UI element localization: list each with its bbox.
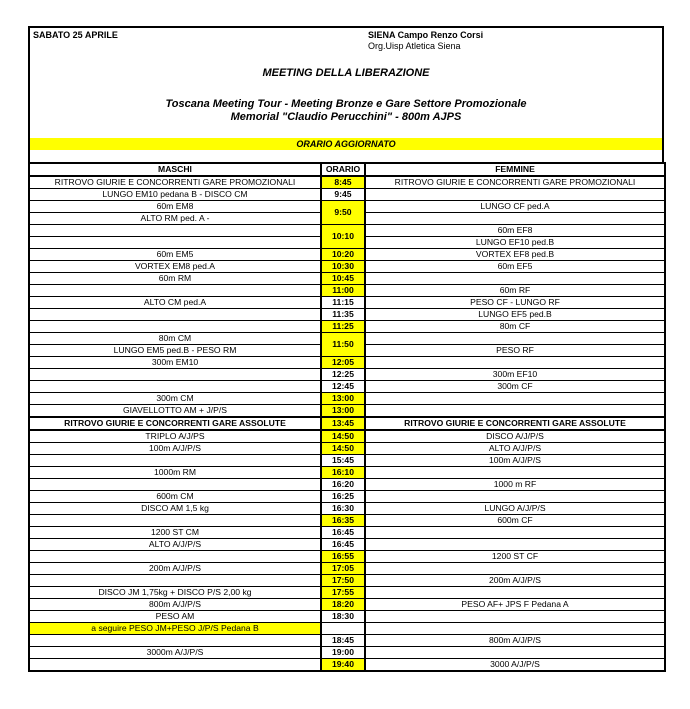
men-event-cell: GIAVELLOTTO AM + J/P/S — [29, 405, 321, 418]
table-row — [29, 357, 665, 369]
women-event-cell: LUNGO EF5 ped.B — [365, 309, 665, 321]
men-event-cell — [29, 237, 321, 249]
time-cell: 12:45 — [321, 381, 365, 393]
women-event-cell: 600m CF — [365, 515, 665, 527]
table-row — [29, 551, 665, 563]
women-event-cell: 300m EF10 — [365, 369, 665, 381]
time-cell: 13:00 — [321, 405, 365, 418]
women-event-cell: 80m CF — [365, 321, 665, 333]
table-row — [29, 405, 665, 418]
time-cell: 10:10 — [321, 225, 365, 249]
table-row — [29, 321, 665, 333]
men-event-cell: VORTEX EM8 ped.A — [29, 261, 321, 273]
table-row — [29, 587, 665, 599]
men-event-cell: ALTO RM ped. A - — [29, 213, 321, 225]
meeting-subtitle — [30, 98, 662, 124]
time-cell: 18:20 — [321, 599, 365, 611]
table-row — [29, 176, 665, 189]
time-cell: 16:55 — [321, 551, 365, 563]
women-event-cell: 60m EF8 — [365, 225, 665, 237]
table-row — [29, 635, 665, 647]
table-row — [29, 369, 665, 381]
men-event-cell — [29, 455, 321, 467]
women-event-cell: 800m A/J/P/S — [365, 635, 665, 647]
women-event-cell — [365, 647, 665, 659]
men-event-cell: RITROVO GIURIE E CONCORRENTI GARE PROMOZIONALI — [29, 176, 321, 189]
women-event-cell: DISCO A/J/P/S — [365, 430, 665, 443]
time-cell: 11:50 — [321, 333, 365, 357]
time-cell: 17:05 — [321, 563, 365, 575]
women-event-cell: 100m A/J/P/S — [365, 455, 665, 467]
time-cell: 14:50 — [321, 430, 365, 443]
table-row — [29, 503, 665, 515]
women-event-cell: 3000 A/J/P/S — [365, 659, 665, 672]
women-event-cell — [365, 357, 665, 369]
men-event-cell — [29, 321, 321, 333]
men-event-cell: 1200 ST CM — [29, 527, 321, 539]
women-event-cell: 60m EF5 — [365, 261, 665, 273]
women-event-cell: 60m RF — [365, 285, 665, 297]
men-event-cell: ALTO CM ped.A — [29, 297, 321, 309]
men-event-cell — [29, 479, 321, 491]
meeting-title: MEETING DELLA LIBERAZIONE — [262, 67, 430, 79]
table-row — [29, 479, 665, 491]
women-event-cell — [365, 623, 665, 635]
women-event-cell — [365, 467, 665, 479]
time-cell: 18:45 — [321, 635, 365, 647]
men-event-cell: RITROVO GIURIE E CONCORRENTI GARE ASSOLUTE — [29, 417, 321, 430]
table-row — [29, 623, 665, 635]
table-row — [29, 333, 665, 345]
men-event-cell: 3000m A/J/P/S — [29, 647, 321, 659]
time-cell: 17:55 — [321, 587, 365, 599]
women-event-cell — [365, 189, 665, 201]
time-cell: 10:30 — [321, 261, 365, 273]
women-event-cell: RITROVO GIURIE E CONCORRENTI GARE ASSOLUTE — [365, 417, 665, 430]
table-row — [29, 381, 665, 393]
women-event-cell — [365, 587, 665, 599]
women-event-cell: PESO AF+ JPS F Pedana A — [365, 599, 665, 611]
time-cell: 11:35 — [321, 309, 365, 321]
women-event-cell: PESO RF — [365, 345, 665, 357]
men-event-cell — [29, 635, 321, 647]
men-event-cell: 1000m RM — [29, 467, 321, 479]
time-cell: 16:30 — [321, 503, 365, 515]
men-event-cell: 60m RM — [29, 273, 321, 285]
subtitle-line-1: Toscana Meeting Tour - Meeting Bronze e Gare Settore Promozionale — [165, 98, 527, 110]
time-cell: 19:00 — [321, 647, 365, 659]
men-event-cell: 300m CM — [29, 393, 321, 405]
women-event-cell: VORTEX EF8 ped.B — [365, 249, 665, 261]
time-cell: 18:30 — [321, 611, 365, 623]
women-event-cell: ALTO A/J/P/S — [365, 443, 665, 455]
column-header-women: FEMMINE — [365, 163, 665, 176]
column-header-men: MASCHI — [29, 163, 321, 176]
men-event-cell: 200m A/J/P/S — [29, 563, 321, 575]
time-cell: 12:05 — [321, 357, 365, 369]
men-event-cell: TRIPLO A/J/PS — [29, 430, 321, 443]
women-event-cell — [365, 527, 665, 539]
time-cell: 11:25 — [321, 321, 365, 333]
men-event-cell — [29, 575, 321, 587]
table-row — [29, 225, 665, 237]
table-row — [29, 659, 665, 672]
women-event-cell — [365, 393, 665, 405]
time-cell: 12:25 — [321, 369, 365, 381]
women-event-cell: PESO CF - LUNGO RF — [365, 297, 665, 309]
men-event-cell: 60m EM8 — [29, 201, 321, 213]
men-event-cell: 600m CM — [29, 491, 321, 503]
women-event-cell: LUNGO A/J/P/S — [365, 503, 665, 515]
women-event-cell — [365, 405, 665, 418]
men-event-cell — [29, 225, 321, 237]
men-event-cell — [29, 515, 321, 527]
subtitle-line-2: Memorial "Claudio Perucchini" - 800m AJPS — [230, 111, 462, 123]
men-event-cell — [29, 369, 321, 381]
table-row — [29, 647, 665, 659]
table-row — [29, 611, 665, 623]
schedule-table — [28, 162, 666, 672]
men-event-cell: 60m EM5 — [29, 249, 321, 261]
women-event-cell: 200m A/J/P/S — [365, 575, 665, 587]
time-cell: 10:20 — [321, 249, 365, 261]
women-event-cell — [365, 273, 665, 285]
table-row — [29, 539, 665, 551]
header-spacer — [28, 152, 664, 162]
women-event-cell: RITROVO GIURIE E CONCORRENTI GARE PROMOZIONALI — [365, 176, 665, 189]
men-event-cell: DISCO AM 1,5 kg — [29, 503, 321, 515]
table-row — [29, 515, 665, 527]
time-cell: 8:45 — [321, 176, 365, 189]
men-event-cell — [29, 551, 321, 563]
men-event-cell: 800m A/J/P/S — [29, 599, 321, 611]
time-cell: 14:50 — [321, 443, 365, 455]
table-row — [29, 189, 665, 201]
time-cell: 16:35 — [321, 515, 365, 527]
venue-name: SIENA Campo Renzo Corsi — [368, 30, 484, 40]
time-cell: 11:00 — [321, 285, 365, 297]
schedule-header — [28, 26, 664, 152]
men-event-cell: DISCO JM 1,75kg + DISCO P/S 2,00 kg — [29, 587, 321, 599]
time-cell: 16:20 — [321, 479, 365, 491]
organizer: Org.Uisp Atletica Siena — [368, 41, 461, 51]
men-event-cell — [29, 309, 321, 321]
time-cell: 9:50 — [321, 201, 365, 225]
men-event-cell — [29, 285, 321, 297]
table-row — [29, 261, 665, 273]
updated-schedule-banner: ORARIO AGGIORNATO — [30, 138, 662, 150]
table-row — [29, 285, 665, 297]
time-cell: 9:45 — [321, 189, 365, 201]
table-row — [29, 455, 665, 467]
table-row — [29, 575, 665, 587]
table-row — [29, 430, 665, 443]
time-cell: 11:15 — [321, 297, 365, 309]
schedule-sheet — [28, 26, 664, 672]
women-event-cell — [365, 491, 665, 503]
time-cell: 15:45 — [321, 455, 365, 467]
men-event-cell: LUNGO EM10 pedana B - DISCO CM — [29, 189, 321, 201]
men-event-cell: LUNGO EM5 ped.B - PESO RM — [29, 345, 321, 357]
men-event-cell: 300m EM10 — [29, 357, 321, 369]
table-row — [29, 309, 665, 321]
women-event-cell — [365, 563, 665, 575]
women-event-cell — [365, 213, 665, 225]
table-row — [29, 467, 665, 479]
women-event-cell: 1200 ST CF — [365, 551, 665, 563]
event-date: SABATO 25 APRILE — [33, 30, 118, 40]
time-cell: 17:50 — [321, 575, 365, 587]
women-event-cell — [365, 333, 665, 345]
table-row — [29, 273, 665, 285]
table-row — [29, 201, 665, 213]
time-cell: 13:00 — [321, 393, 365, 405]
table-row — [29, 393, 665, 405]
time-cell: 16:45 — [321, 527, 365, 539]
men-event-cell — [29, 659, 321, 672]
table-row — [29, 491, 665, 503]
venue-block — [368, 30, 483, 52]
women-event-cell: 300m CF — [365, 381, 665, 393]
table-row — [29, 417, 665, 430]
men-event-cell: 100m A/J/P/S — [29, 443, 321, 455]
women-event-cell: LUNGO EF10 ped.B — [365, 237, 665, 249]
time-cell: 16:45 — [321, 539, 365, 551]
men-event-cell: 80m CM — [29, 333, 321, 345]
men-event-cell: PESO AM — [29, 611, 321, 623]
women-event-cell — [365, 539, 665, 551]
women-event-cell — [365, 611, 665, 623]
table-row — [29, 443, 665, 455]
men-event-cell — [29, 381, 321, 393]
men-event-cell: a seguire PESO JM+PESO J/P/S Pedana B — [29, 623, 321, 635]
table-row — [29, 249, 665, 261]
men-event-cell: ALTO A/J/P/S — [29, 539, 321, 551]
time-cell: 19:40 — [321, 659, 365, 672]
time-cell — [321, 623, 365, 635]
time-cell: 16:10 — [321, 467, 365, 479]
time-cell: 16:25 — [321, 491, 365, 503]
table-header-row — [29, 163, 665, 176]
table-row — [29, 599, 665, 611]
table-row — [29, 563, 665, 575]
column-header-time: ORARIO — [321, 163, 365, 176]
table-row — [29, 297, 665, 309]
women-event-cell: LUNGO CF ped.A — [365, 201, 665, 213]
time-cell: 10:45 — [321, 273, 365, 285]
table-row — [29, 527, 665, 539]
women-event-cell: 1000 m RF — [365, 479, 665, 491]
time-cell: 13:45 — [321, 417, 365, 430]
